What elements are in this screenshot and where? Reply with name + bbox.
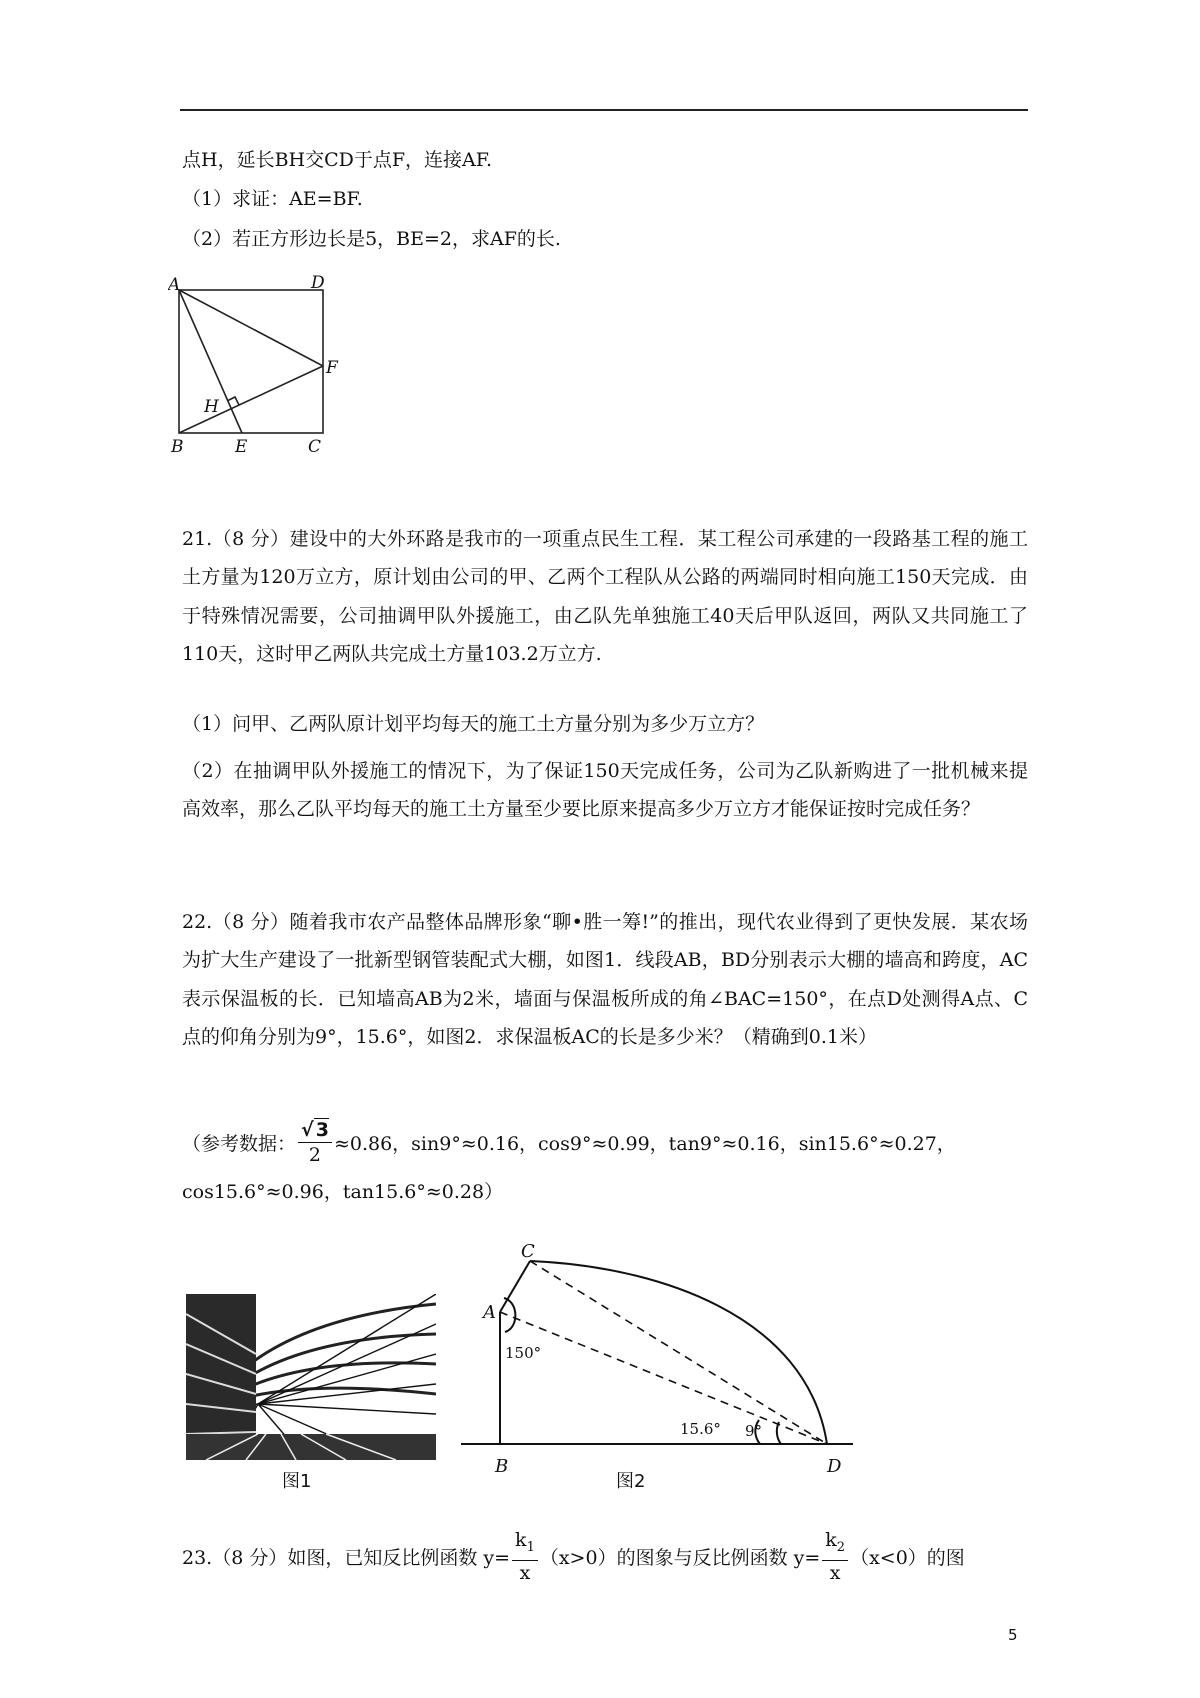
- question-23-part-3: （x<0）的图: [850, 1546, 965, 1569]
- label-C: C: [521, 1244, 535, 1262]
- reference-data-line: [182, 1118, 956, 1167]
- greenhouse-diagram: [455, 1244, 865, 1476]
- k2-symbol: k: [825, 1529, 837, 1551]
- question-21: 21.（8 分）建设中的大外环路是我市的一项重点民生工程．某工程公司承建的一段路基工程的施工土方量为120万立方，原计划由公司的甲、乙两个工程队从公路的两端同时相向施工150天完成．由于特殊情况需要，公司抽调甲队外援施工，由乙队先单独施工40天后甲队返回，两队又共同施工了110天，这时甲乙两队共完成土方量103.2万立方.: [182, 528, 1028, 665]
- label-A: A: [483, 1302, 496, 1323]
- question-part-2: （2）若正方形边长是5，BE=2，求AF的长.: [182, 228, 561, 250]
- label-D: D: [311, 273, 325, 293]
- question-part-1: （1）求证：AE=BF.: [182, 188, 363, 210]
- k1-symbol: k: [515, 1529, 527, 1551]
- figure-1-caption: 图1: [282, 1471, 312, 1492]
- reference-prefix: （参考数据：: [182, 1133, 297, 1155]
- question-23: [182, 1528, 965, 1585]
- angle-15-6-label: 15.6°: [680, 1420, 721, 1438]
- fraction-k1-over-x: [512, 1528, 538, 1585]
- k2-denominator: x: [829, 1561, 841, 1584]
- angle-150-label: 150°: [505, 1344, 542, 1362]
- question-21-part-1: （1）问甲、乙两队原计划平均每天的施工土方量分别为多少万立方？: [182, 713, 765, 735]
- text-line: 点H，延长BH交CD于点F，连接AF.: [182, 149, 493, 171]
- label-H: H: [204, 397, 219, 417]
- label-A: A: [168, 275, 181, 295]
- question-23-part-1: 23.（8 分）如图，已知反比例函数 y=: [182, 1546, 511, 1569]
- label-E: E: [235, 437, 248, 457]
- fraction-denominator: 2: [308, 1144, 322, 1166]
- label-B: B: [495, 1456, 509, 1476]
- greenhouse-photo: [186, 1294, 436, 1460]
- label-F: F: [326, 358, 338, 378]
- fraction-k2-over-x: [822, 1528, 848, 1585]
- reference-data-line-2: cos15.6°≈0.96，tan15.6°≈0.28）: [182, 1181, 504, 1203]
- k1-denominator: x: [519, 1561, 531, 1584]
- question-21-part-2: （2）在抽调甲队外援施工的情况下，为了保证150天完成任务，公司为乙队新购进了一批机械来提高效率，那么乙队平均每天的施工土方量至少要比原来提高多少万立方才能保证按时完成任务？: [182, 760, 1028, 821]
- reference-values: ≈0.86，sin9°≈0.16，cos9°≈0.99，tan9°≈0.16，sin15.6°≈0.27，: [333, 1133, 956, 1155]
- question-22: 22.（8 分）随着我市农产品整体品牌形象“聊•胜一筹!”的推出，现代农业得到了更快发展．某农场为扩大生产建设了一批新型钢管装配式大棚，如图1．线段AB，BD分别表示大棚的墙高和跨度，AC表示保温板的长．已知墙高AB为2米，墙面与保温板所成的角∠BAC=150°，在点D处测得A点、C点的仰角分别为9°，15.6°，如图2．求保温板AC的长是多少米？（精确到0.1米）: [182, 911, 1028, 1048]
- angle-9-label: 9°: [745, 1422, 763, 1440]
- sqrt-radicand: 3: [315, 1119, 329, 1141]
- label-D: D: [827, 1456, 842, 1476]
- header-rule: [180, 109, 1028, 111]
- sqrt3-over-2: $\frac{√ 3}{2}$: [298, 1118, 332, 1167]
- figure-2-caption: 图2: [616, 1471, 646, 1492]
- square-figure: [168, 268, 348, 468]
- page-number: 5: [1008, 1626, 1018, 1644]
- k2-subscript: 2: [836, 1539, 846, 1555]
- question-23-part-2: （x>0）的图象与反比例函数 y=: [539, 1546, 821, 1569]
- label-C: C: [308, 437, 322, 457]
- k1-subscript: 1: [526, 1539, 535, 1555]
- label-B: B: [171, 437, 184, 457]
